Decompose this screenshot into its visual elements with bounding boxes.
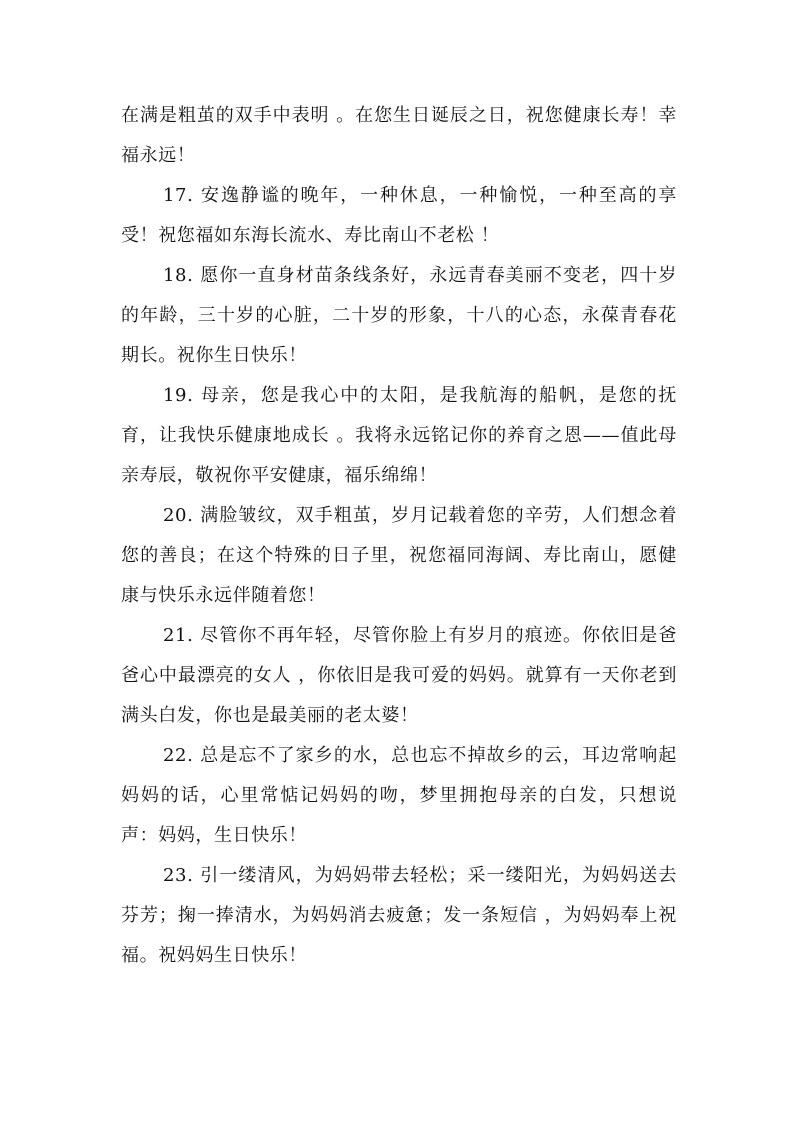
paragraph-item-23: 23. 引一缕清风，为妈妈带去轻松；采一缕阳光，为妈妈送去芬芳；掬一捧清水，为妈妈消去疲惫；发一条短信 ，为妈妈奉上祝福。祝妈妈生日快乐！	[121, 865, 677, 966]
paragraph-item-20: 20. 满脸皱纹，双手粗茧，岁月记载着您的辛劳，人们想念着您的善良；在这个特殊的日子里，祝您福同海阔、寿比南山，愿健康与快乐永远伴随着您！	[121, 505, 677, 606]
paragraph-item-19: 19. 母亲，您是我心中的太阳，是我航海的船帆，是您的抚育，让我快乐健康地成长 。我将永远铭记你的养育之恩——值此母亲寿辰，敬祝你平安健康，福乐绵绵！	[121, 385, 677, 486]
paragraph-item-22: 22. 总是忘不了家乡的水，总也忘不掉故乡的云，耳边常响起妈妈的话，心里常惦记妈妈的吻，梦里拥抱母亲的白发，只想说声：妈妈，生日快乐！	[121, 745, 677, 846]
paragraph-continuation: 在满是粗茧的双手中表明 。在您生日诞辰之日，祝您健康长寿！幸福永远！	[121, 105, 677, 166]
paragraph-item-17: 17. 安逸静谧的晚年，一种休息，一种愉悦，一种至高的享受！祝您福如东海长流水、寿比南山不老松 ！	[121, 185, 677, 246]
paragraph-item-21: 21. 尽管你不再年轻，尽管你脸上有岁月的痕迹。你依旧是爸爸心中最漂亮的女人 ，你依旧是我可爱的妈妈。就算有一天你老到满头白发，你也是最美丽的老太婆！	[121, 625, 677, 726]
paragraph-item-18: 18. 愿你一直身材苗条线条好，永远青春美丽不变老，四十岁的年龄，三十岁的心脏，二十岁的形象，十八的心态，永葆青春花期长。祝你生日快乐！	[121, 265, 677, 366]
document-body	[121, 96, 677, 976]
